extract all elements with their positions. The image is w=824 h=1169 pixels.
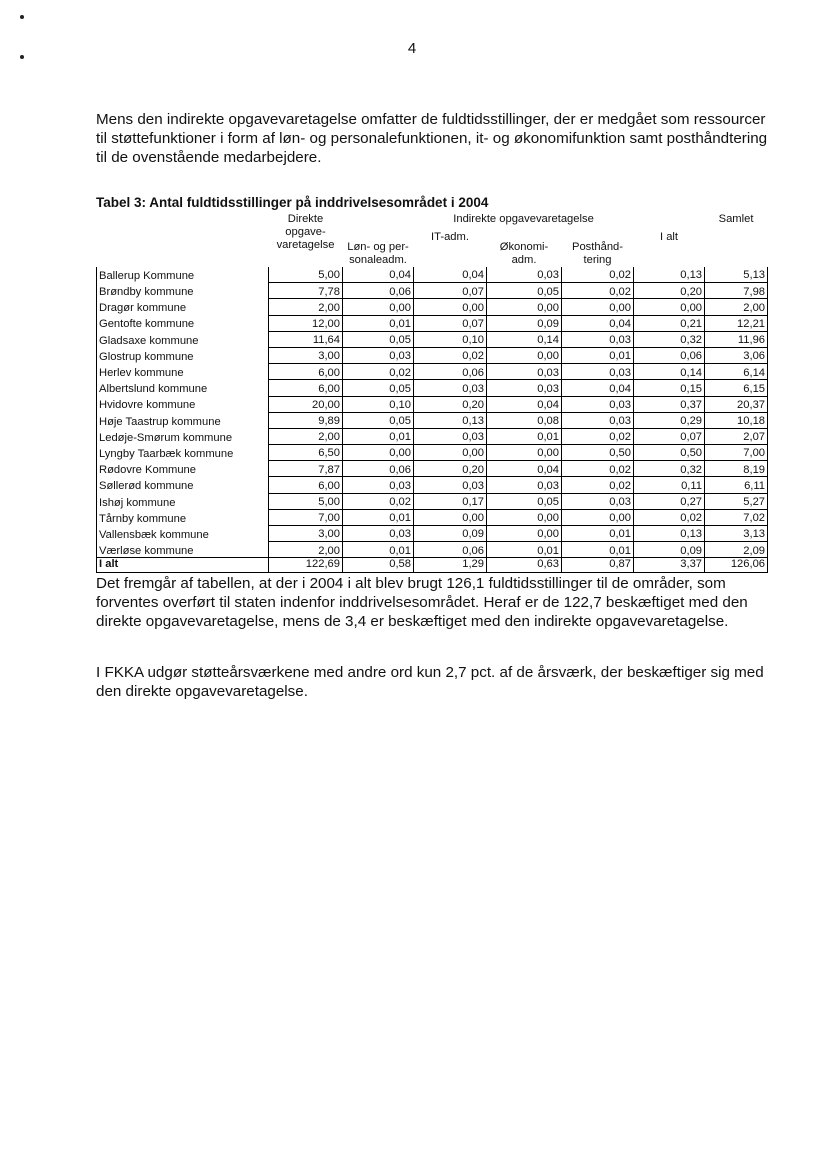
total-value: 0,58 [343, 558, 414, 573]
value-cell: 12,21 [705, 315, 768, 331]
table-row [97, 396, 768, 412]
value-cell: 0,04 [562, 315, 634, 331]
value-cell: 6,50 [269, 445, 343, 461]
value-cell: 0,05 [487, 493, 562, 509]
value-cell: 7,78 [269, 283, 343, 299]
value-cell: 5,13 [705, 267, 768, 283]
staffing-table [96, 213, 768, 573]
value-cell: 6,00 [269, 477, 343, 493]
value-cell: 6,14 [705, 364, 768, 380]
finance-header: Økonomi- adm. [499, 241, 549, 267]
value-cell: 0,04 [414, 267, 487, 283]
municipality-name: Brøndby kommune [97, 283, 269, 299]
value-cell: 0,02 [562, 477, 634, 493]
municipality-name: Dragør kommune [97, 299, 269, 315]
table-row [97, 428, 768, 444]
table-row [97, 542, 768, 558]
value-cell: 5,00 [269, 493, 343, 509]
value-cell: 0,01 [487, 542, 562, 558]
value-cell: 0,05 [343, 380, 414, 396]
municipality-name: Lyngby Taarbæk kommune [97, 445, 269, 461]
table-row [97, 283, 768, 299]
municipality-name: Ishøj kommune [97, 493, 269, 509]
value-cell: 0,01 [343, 428, 414, 444]
total-header: Samlet [718, 213, 754, 225]
value-cell: 0,00 [487, 445, 562, 461]
value-cell: 10,18 [705, 412, 768, 428]
value-cell: 0,10 [414, 331, 487, 347]
value-cell: 0,00 [414, 509, 487, 525]
total-value: 1,29 [414, 558, 487, 573]
value-cell: 0,27 [634, 493, 705, 509]
total-value: 0,87 [562, 558, 634, 573]
value-cell: 0,00 [634, 299, 705, 315]
value-cell: 0,03 [414, 380, 487, 396]
value-cell: 2,00 [269, 299, 343, 315]
table-caption: Tabel 3: Antal fuldtidsstillinger på inddrivelsesområdet i 2004 [96, 195, 489, 210]
municipality-header [97, 213, 269, 267]
value-cell: 7,87 [269, 461, 343, 477]
municipality-name: Tårnby kommune [97, 509, 269, 525]
mail-header: Posthånd- tering [572, 241, 623, 267]
total-subheader [705, 231, 768, 267]
value-cell: 6,15 [705, 380, 768, 396]
value-cell: 0,03 [414, 428, 487, 444]
value-cell: 0,32 [634, 461, 705, 477]
value-cell: 0,08 [487, 412, 562, 428]
value-cell: 0,03 [487, 380, 562, 396]
value-cell: 0,00 [487, 299, 562, 315]
table-row [97, 380, 768, 396]
table-row [97, 331, 768, 347]
value-cell: 0,02 [414, 347, 487, 363]
value-cell: 20,00 [269, 396, 343, 412]
value-cell: 0,03 [414, 477, 487, 493]
value-cell: 2,07 [705, 428, 768, 444]
value-cell: 11,96 [705, 331, 768, 347]
value-cell: 0,01 [487, 428, 562, 444]
table-row [97, 412, 768, 428]
value-cell: 2,00 [705, 299, 768, 315]
value-cell: 0,03 [562, 412, 634, 428]
value-cell: 0,03 [343, 347, 414, 363]
municipality-name: Søllerød kommune [97, 477, 269, 493]
value-cell: 3,13 [705, 526, 768, 542]
value-cell: 0,37 [634, 396, 705, 412]
value-cell: 0,03 [562, 493, 634, 509]
value-cell: 3,00 [269, 526, 343, 542]
value-cell: 0,20 [414, 396, 487, 412]
value-cell: 0,09 [634, 542, 705, 558]
indirect-total-header: I alt [659, 231, 679, 243]
table-row [97, 364, 768, 380]
value-cell: 0,32 [634, 331, 705, 347]
municipality-name: Herlev kommune [97, 364, 269, 380]
value-cell: 0,06 [414, 542, 487, 558]
value-cell: 0,00 [487, 347, 562, 363]
value-cell: 0,00 [343, 299, 414, 315]
value-cell: 0,06 [343, 283, 414, 299]
value-cell: 0,07 [414, 315, 487, 331]
value-cell: 0,11 [634, 477, 705, 493]
municipality-name: Glostrup kommune [97, 347, 269, 363]
value-cell: 0,00 [562, 299, 634, 315]
value-cell: 2,09 [705, 542, 768, 558]
value-cell: 0,02 [343, 493, 414, 509]
value-cell: 2,00 [269, 542, 343, 558]
value-cell: 3,06 [705, 347, 768, 363]
value-cell: 0,14 [634, 364, 705, 380]
margin-mark [20, 15, 24, 19]
table-row [97, 509, 768, 525]
value-cell: 8,19 [705, 461, 768, 477]
table-row [97, 526, 768, 542]
total-label: I alt [97, 558, 269, 573]
value-cell: 3,00 [269, 347, 343, 363]
value-cell: 0,01 [562, 526, 634, 542]
municipality-name: Vallensbæk kommune [97, 526, 269, 542]
value-cell: 0,50 [634, 445, 705, 461]
table-row [97, 347, 768, 363]
total-row [97, 558, 768, 573]
value-cell: 5,27 [705, 493, 768, 509]
value-cell: 0,50 [562, 445, 634, 461]
value-cell: 0,15 [634, 380, 705, 396]
total-value: 122,69 [269, 558, 343, 573]
value-cell: 7,00 [269, 509, 343, 525]
value-cell: 7,02 [705, 509, 768, 525]
value-cell: 12,00 [269, 315, 343, 331]
page-number: 4 [407, 40, 417, 57]
value-cell: 0,03 [487, 477, 562, 493]
value-cell: 6,00 [269, 364, 343, 380]
conclusion-paragraph: I FKKA udgør støtteårsværkene med andre ord kun 2,7 pct. af de årsværk, der beskæftiger sig med den direkte opgavevaretagelse. [96, 664, 764, 700]
value-cell: 0,07 [414, 283, 487, 299]
value-cell: 0,20 [414, 461, 487, 477]
value-cell: 9,89 [269, 412, 343, 428]
value-cell: 0,00 [487, 509, 562, 525]
total-value: 0,63 [487, 558, 562, 573]
municipality-name: Hvidovre kommune [97, 396, 269, 412]
value-cell: 0,20 [634, 283, 705, 299]
value-cell: 0,29 [634, 412, 705, 428]
value-cell: 0,03 [487, 267, 562, 283]
value-cell: 0,01 [343, 315, 414, 331]
value-cell: 6,00 [269, 380, 343, 396]
value-cell: 0,02 [634, 509, 705, 525]
value-cell: 0,03 [487, 364, 562, 380]
value-cell: 0,13 [634, 267, 705, 283]
table-row [97, 445, 768, 461]
municipality-name: Gentofte kommune [97, 315, 269, 331]
municipality-name: Gladsaxe kommune [97, 331, 269, 347]
value-cell: 0,02 [562, 428, 634, 444]
summary-paragraph: Det fremgår af tabellen, at der i 2004 i alt blev brugt 126,1 fuldtidsstillinger til de områder, som forventes overført til staten indenfor inddrivelsesområdet. Heraf er de 122,7 beskæftiget med den direkte opgavevaretagelse, mens de 3,4 er beskæftiget med den indirekte opgavevaretagelse. [96, 575, 748, 630]
value-cell: 0,04 [343, 267, 414, 283]
value-cell: 0,00 [343, 445, 414, 461]
value-cell: 0,07 [634, 428, 705, 444]
total-value: 3,37 [634, 558, 705, 573]
value-cell: 0,00 [414, 445, 487, 461]
municipality-name: Ledøje-Smørum kommune [97, 428, 269, 444]
value-cell: 2,00 [269, 428, 343, 444]
value-cell: 0,10 [343, 396, 414, 412]
value-cell: 0,13 [414, 412, 487, 428]
value-cell: 5,00 [269, 267, 343, 283]
municipality-name: Albertslund kommune [97, 380, 269, 396]
value-cell: 0,13 [634, 526, 705, 542]
value-cell: 0,03 [343, 526, 414, 542]
value-cell: 0,00 [562, 509, 634, 525]
value-cell: 0,00 [414, 299, 487, 315]
value-cell: 0,06 [634, 347, 705, 363]
table-row [97, 493, 768, 509]
value-cell: 0,06 [414, 364, 487, 380]
value-cell: 0,02 [562, 461, 634, 477]
direct-header: Direkte opgave- varetagelse [276, 213, 335, 251]
value-cell: 0,05 [343, 331, 414, 347]
value-cell: 0,21 [634, 315, 705, 331]
indirect-group-header: Indirekte opgavevaretagelse [453, 213, 594, 225]
table-row [97, 461, 768, 477]
value-cell: 0,02 [562, 283, 634, 299]
value-cell: 0,03 [343, 477, 414, 493]
table-row [97, 299, 768, 315]
payroll-header: Løn- og per- sonaleadm. [347, 241, 409, 267]
value-cell: 7,98 [705, 283, 768, 299]
municipality-name: Værløse kommune [97, 542, 269, 558]
value-cell: 0,05 [487, 283, 562, 299]
value-cell: 0,03 [562, 364, 634, 380]
value-cell: 0,17 [414, 493, 487, 509]
value-cell: 0,14 [487, 331, 562, 347]
value-cell: 0,02 [562, 267, 634, 283]
value-cell: 0,09 [414, 526, 487, 542]
intro-paragraph: Mens den indirekte opgavevaretagelse omfatter de fuldtidsstillinger, der er medgået som ressourcer til støttefunktioner i form af løn- og personalefunktionen, it- og økonomifunktion samt posthåndtering til de ovenstående medarbejdere. [96, 111, 768, 166]
value-cell: 0,00 [487, 526, 562, 542]
value-cell: 0,02 [343, 364, 414, 380]
value-cell: 0,04 [487, 461, 562, 477]
value-cell: 6,11 [705, 477, 768, 493]
value-cell: 0,04 [562, 380, 634, 396]
total-value: 126,06 [705, 558, 768, 573]
value-cell: 0,04 [487, 396, 562, 412]
table-row [97, 315, 768, 331]
table-row [97, 477, 768, 493]
value-cell: 0,09 [487, 315, 562, 331]
value-cell: 11,64 [269, 331, 343, 347]
municipality-name: Ballerup Kommune [97, 267, 269, 283]
value-cell: 0,06 [343, 461, 414, 477]
value-cell: 0,05 [343, 412, 414, 428]
municipality-name: Rødovre Kommune [97, 461, 269, 477]
municipality-name: Høje Taastrup kommune [97, 412, 269, 428]
table-row [97, 267, 768, 283]
value-cell: 0,03 [562, 396, 634, 412]
value-cell: 0,01 [343, 509, 414, 525]
value-cell: 7,00 [705, 445, 768, 461]
it-header: IT-adm. [431, 231, 469, 243]
value-cell: 0,01 [343, 542, 414, 558]
value-cell: 0,01 [562, 542, 634, 558]
value-cell: 20,37 [705, 396, 768, 412]
value-cell: 0,01 [562, 347, 634, 363]
value-cell: 0,03 [562, 331, 634, 347]
